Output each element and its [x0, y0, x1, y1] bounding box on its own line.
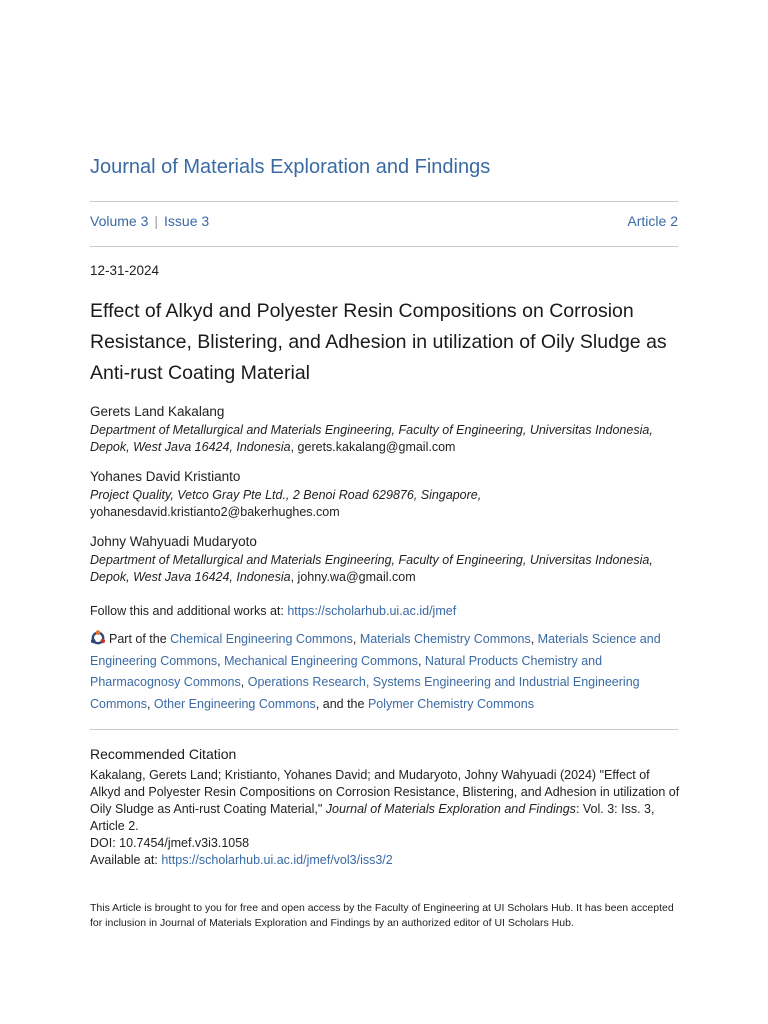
- author-2: [90, 468, 678, 521]
- citation-journal: Journal of Materials Exploration and Findings: [325, 802, 576, 816]
- author-name: Johny Wahyuadi Mudaryoto: [90, 534, 257, 549]
- top-divider: [90, 201, 678, 202]
- commons-link-mechanical-engineering[interactable]: Mechanical Engineering Commons: [224, 653, 418, 668]
- commons-separator: ,: [217, 653, 225, 668]
- commons-separator: ,: [146, 696, 154, 711]
- author-name: Yohanes David Kristianto: [90, 469, 241, 484]
- issue-divider: [90, 246, 678, 247]
- commons-link-other-engineering[interactable]: Other Engineering Commons: [153, 696, 316, 711]
- citation-text-before: Kakalang, Gerets Land; Kristianto, Yohanes David; and Mudaryoto, Johny Wahyuadi (2024) "Effect of Alkyd and Polyester Resin Compositions on Corrosion Resistance, Blistering, and Adhesion in utilization of Oily Sludge as Anti-rust Coating Material,": [90, 768, 680, 816]
- commons-last-joiner: , and the: [315, 696, 368, 711]
- article-number-link[interactable]: Article 2: [627, 213, 678, 229]
- available-link[interactable]: https://scholarhub.ui.ac.id/jmef/vol3/iss3/2: [161, 853, 393, 867]
- volume-link[interactable]: Volume 3: [90, 213, 149, 229]
- author-email: johny.wa@gmail.com: [297, 570, 416, 584]
- volume-issue: [90, 213, 209, 229]
- author-affiliation: Project Quality, Vetco Gray Pte Ltd., 2 Benoi Road 629876, Singapore,: [90, 488, 482, 502]
- part-of-commons: [90, 629, 678, 715]
- citation-text-after: : Vol. 3: Iss. 3, Article 2.: [90, 802, 655, 833]
- follow-text: Follow this and additional works at:: [90, 604, 288, 618]
- author-affiliation-block: [90, 552, 678, 586]
- journal-title-link[interactable]: Journal of Materials Exploration and Findings: [90, 156, 491, 178]
- affiliation-separator: ,: [290, 440, 298, 454]
- commons-link-operations-research[interactable]: Operations Research, Systems Engineering and Industrial Engineering Commons: [90, 675, 640, 711]
- citation-doi: DOI: 10.7454/jmef.v3i3.1058: [90, 836, 250, 850]
- author-affiliation: Department of Metallurgical and Materials Engineering, Faculty of Engineering, Universitas Indonesia, Depok, West Java 16424, Indonesia: [90, 423, 653, 454]
- author-email: yohanesdavid.kristianto2@bakerhughes.com: [90, 505, 340, 519]
- commons-network-icon: [90, 630, 106, 646]
- issue-nav: [90, 213, 678, 233]
- part-of-prefix: Part of the: [109, 632, 171, 646]
- author-affiliation-block: [90, 487, 678, 521]
- citation-text: [90, 767, 680, 835]
- commons-link-chemical-engineering[interactable]: Chemical Engineering Commons: [170, 632, 353, 646]
- commons-separator: ,: [417, 653, 425, 668]
- available-label: Available at:: [90, 853, 162, 867]
- follow-link[interactable]: https://scholarhub.ui.ac.id/jmef: [287, 604, 457, 618]
- author-name: Gerets Land Kakalang: [90, 404, 225, 419]
- author-1: [90, 403, 678, 456]
- open-access-footer: This Article is brought to you for free and open access by the Faculty of Engineering at UI Scholars Hub. It has been accepted for inclusion in Journal of Materials Exploration and Findings by an authorized editor of UI Scholars Hub.: [90, 902, 674, 929]
- commons-link-polymer-chemistry[interactable]: Polymer Chemistry Commons: [367, 696, 534, 711]
- commons-link-materials-chemistry[interactable]: Materials Chemistry Commons: [359, 632, 531, 646]
- follow-line: [90, 604, 456, 618]
- recommended-citation-heading: Recommended Citation: [90, 746, 237, 762]
- author-affiliation-block: [90, 422, 678, 456]
- commons-link-natural-products-chemistry[interactable]: Natural Products Chemistry and Pharmacognosy Commons: [90, 653, 603, 689]
- citation-available: [90, 852, 680, 869]
- commons-separator: ,: [352, 632, 360, 646]
- issue-link[interactable]: Issue 3: [164, 213, 210, 229]
- volume-issue-separator: |: [154, 213, 159, 229]
- author-email: gerets.kakalang@gmail.com: [297, 440, 456, 454]
- author-3: [90, 533, 678, 586]
- commons-link-materials-science-engineering[interactable]: Materials Science and Engineering Commons: [90, 632, 661, 668]
- author-affiliation: Department of Metallurgical and Materials Engineering, Faculty of Engineering, Universitas Indonesia, Depok, West Java 16424, Indonesia: [90, 553, 653, 584]
- article-title: Effect of Alkyd and Polyester Resin Compositions on Corrosion Resistance, Blistering, and Adhesion in utilization of Oily Sludge as Anti-rust Coating Material: [90, 300, 667, 384]
- citation-divider: [90, 729, 678, 730]
- affiliation-separator: ,: [290, 570, 298, 584]
- commons-separator: ,: [530, 632, 538, 646]
- publication-date: 12-31-2024: [90, 263, 160, 278]
- citation-block: [90, 767, 680, 869]
- commons-separator: ,: [240, 675, 248, 689]
